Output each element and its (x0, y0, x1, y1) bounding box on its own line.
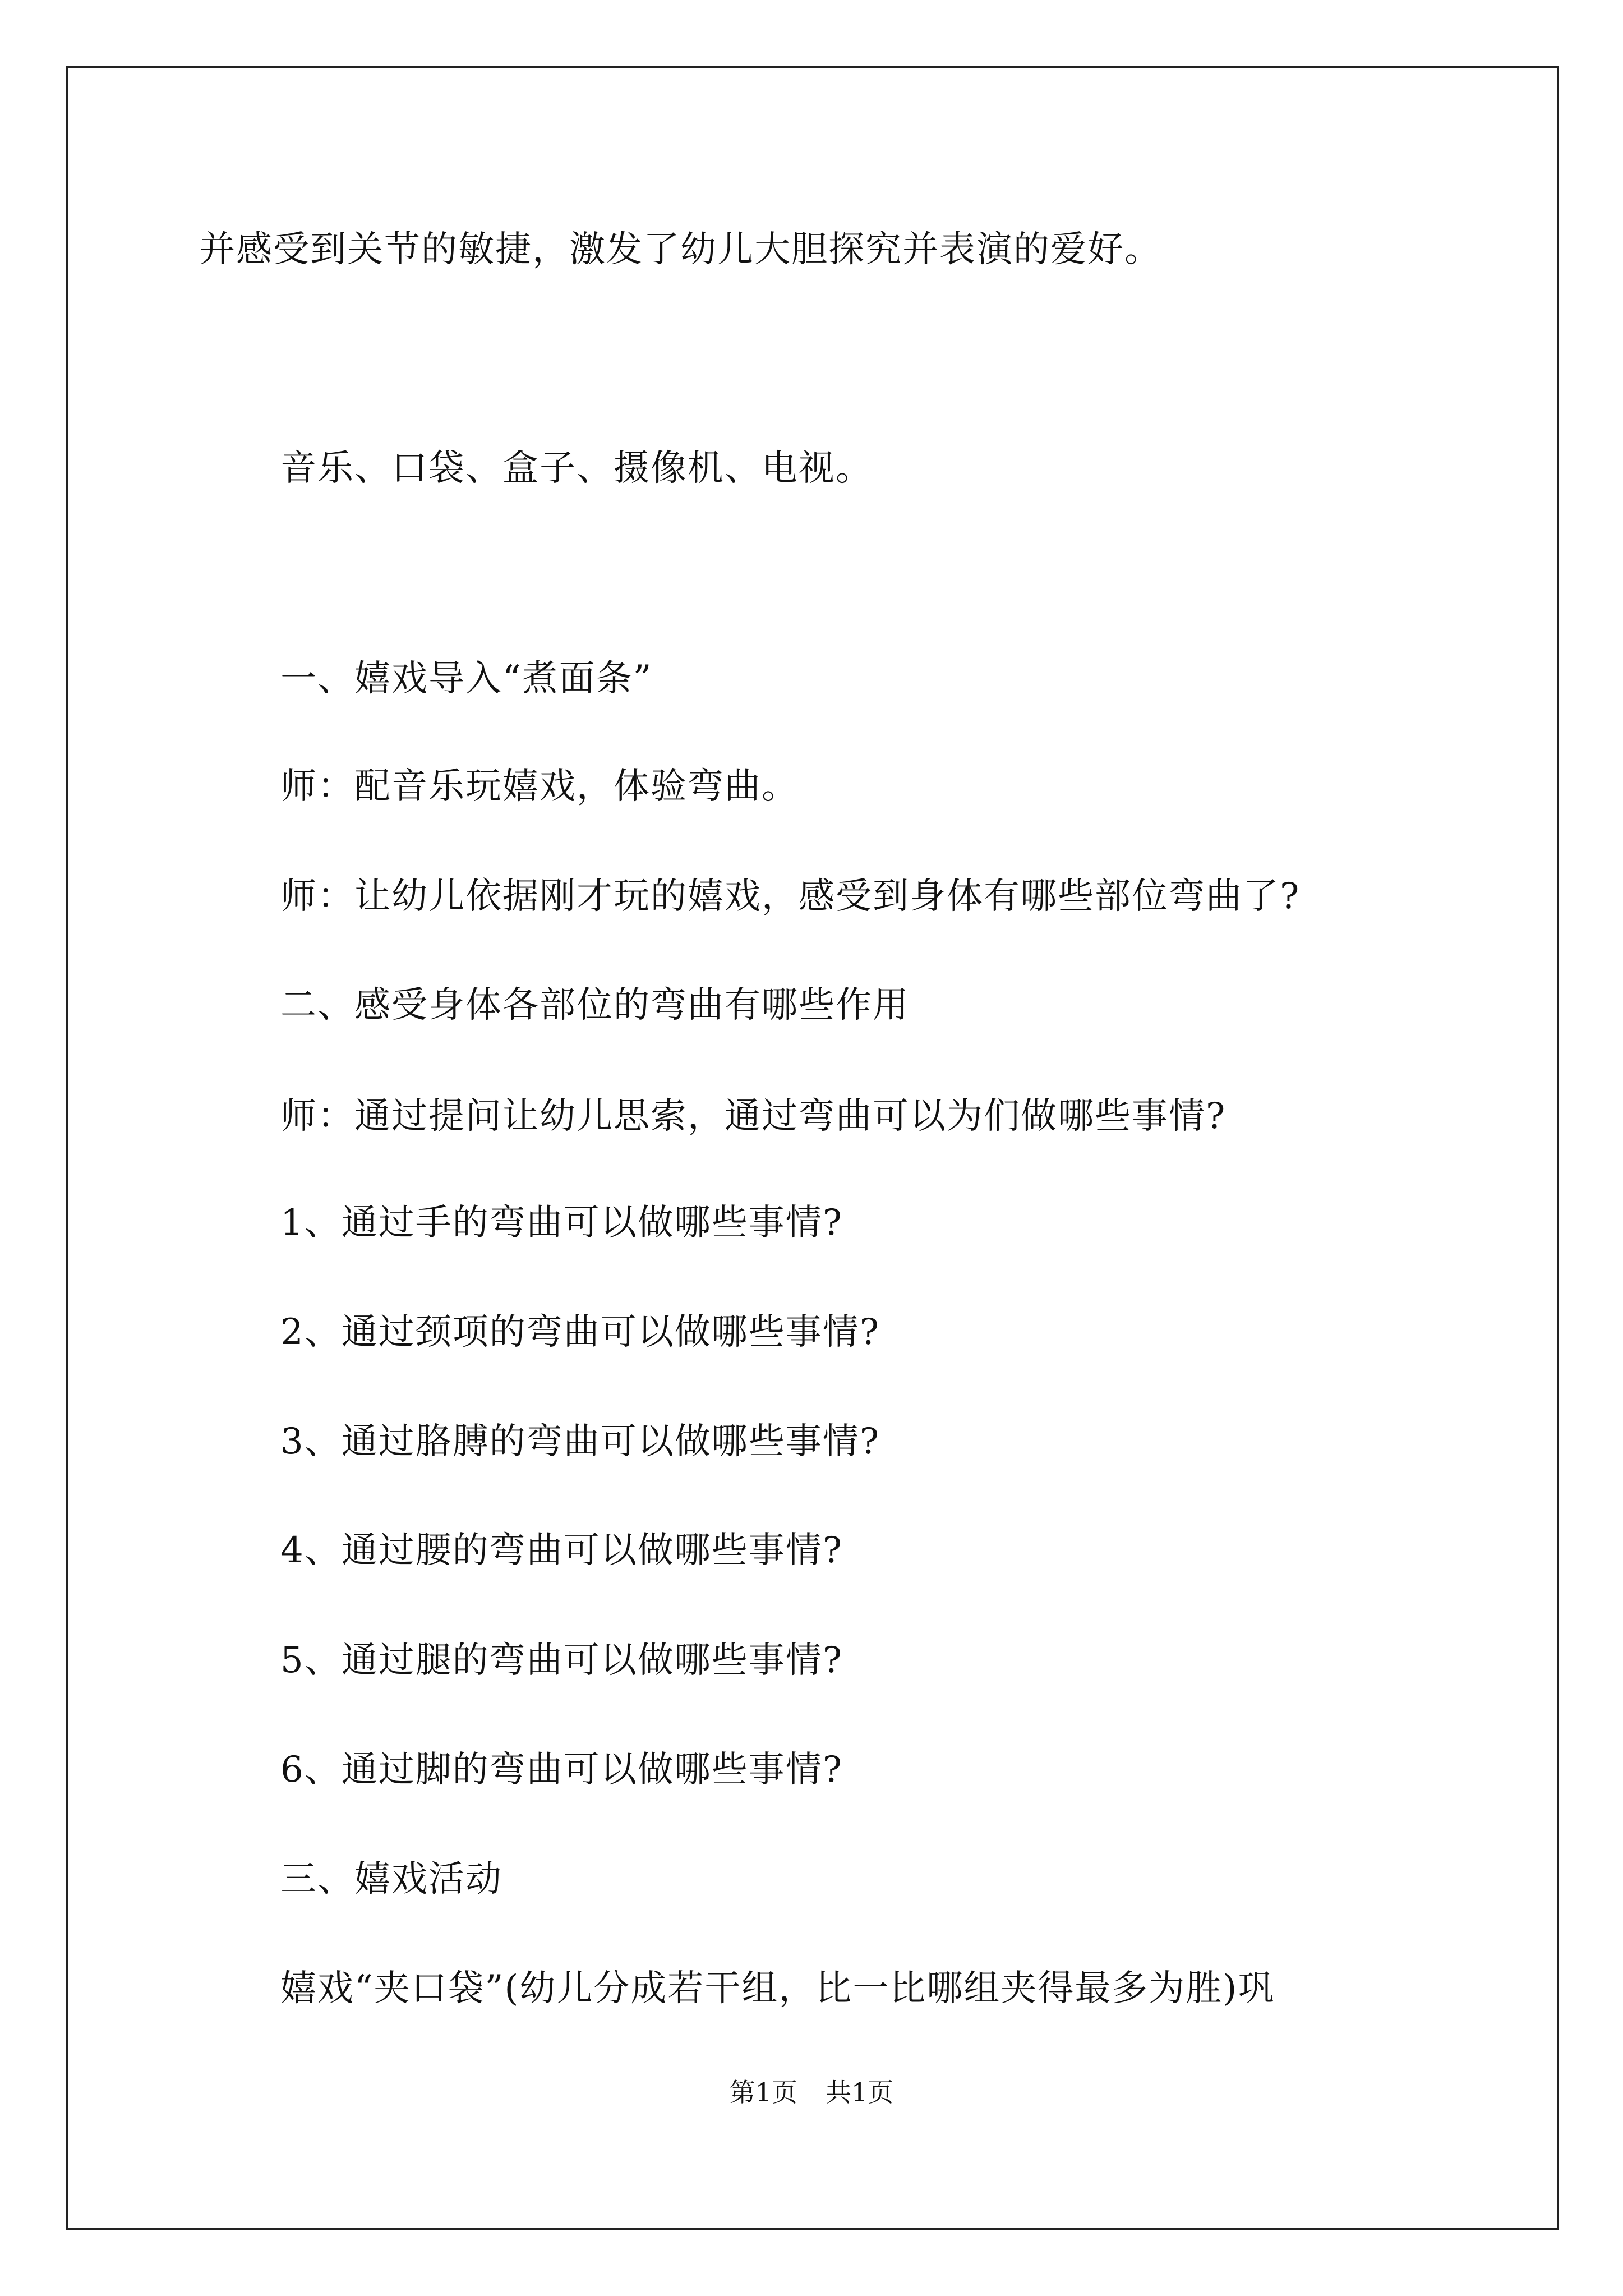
section-heading-1: 一、嬉戏导入“煮面条” (280, 658, 653, 700)
body-line-teacher-3: 师：通过提问让幼儿思索，通过弯曲可以为们做哪些事情? (280, 1096, 1227, 1137)
list-item-6: 6、通过脚的弯曲可以做哪些事情? (280, 1749, 843, 1791)
materials-line: 音乐、口袋、盒子、摄像机、电视。 (280, 448, 873, 489)
list-item-2: 2、通过颈项的弯曲可以做哪些事情? (280, 1312, 880, 1353)
body-line-teacher-2: 师：让幼儿依据刚才玩的嬉戏，感受到身体有哪些部位弯曲了? (280, 876, 1301, 917)
section-heading-2: 二、感受身体各部位的弯曲有哪些作用 (280, 984, 910, 1026)
list-item-1: 1、通过手的弯曲可以做哪些事情? (280, 1202, 843, 1244)
body-line-game: 嬉戏“夹口袋”(幼儿分成若干组，比一比哪组夹得最多为胜)巩 (280, 1968, 1275, 2009)
list-item-5: 5、通过腿的弯曲可以做哪些事情? (280, 1640, 843, 1681)
list-item-3: 3、通过胳膊的弯曲可以做哪些事情? (280, 1421, 880, 1462)
body-line-1: 并感受到关节的敏捷，激发了幼儿大胆探究并表演的爱好。 (199, 229, 1161, 270)
section-heading-3: 三、嬉戏活动 (280, 1858, 502, 1900)
page-footer (0, 2076, 1623, 2109)
page-border (66, 66, 1559, 2230)
page-number-current: 第1页 (729, 2077, 797, 2108)
list-item-4: 4、通过腰的弯曲可以做哪些事情? (280, 1530, 843, 1571)
body-line-teacher-1: 师：配音乐玩嬉戏，体验弯曲。 (280, 766, 799, 807)
page-number-total: 共1页 (826, 2077, 894, 2108)
